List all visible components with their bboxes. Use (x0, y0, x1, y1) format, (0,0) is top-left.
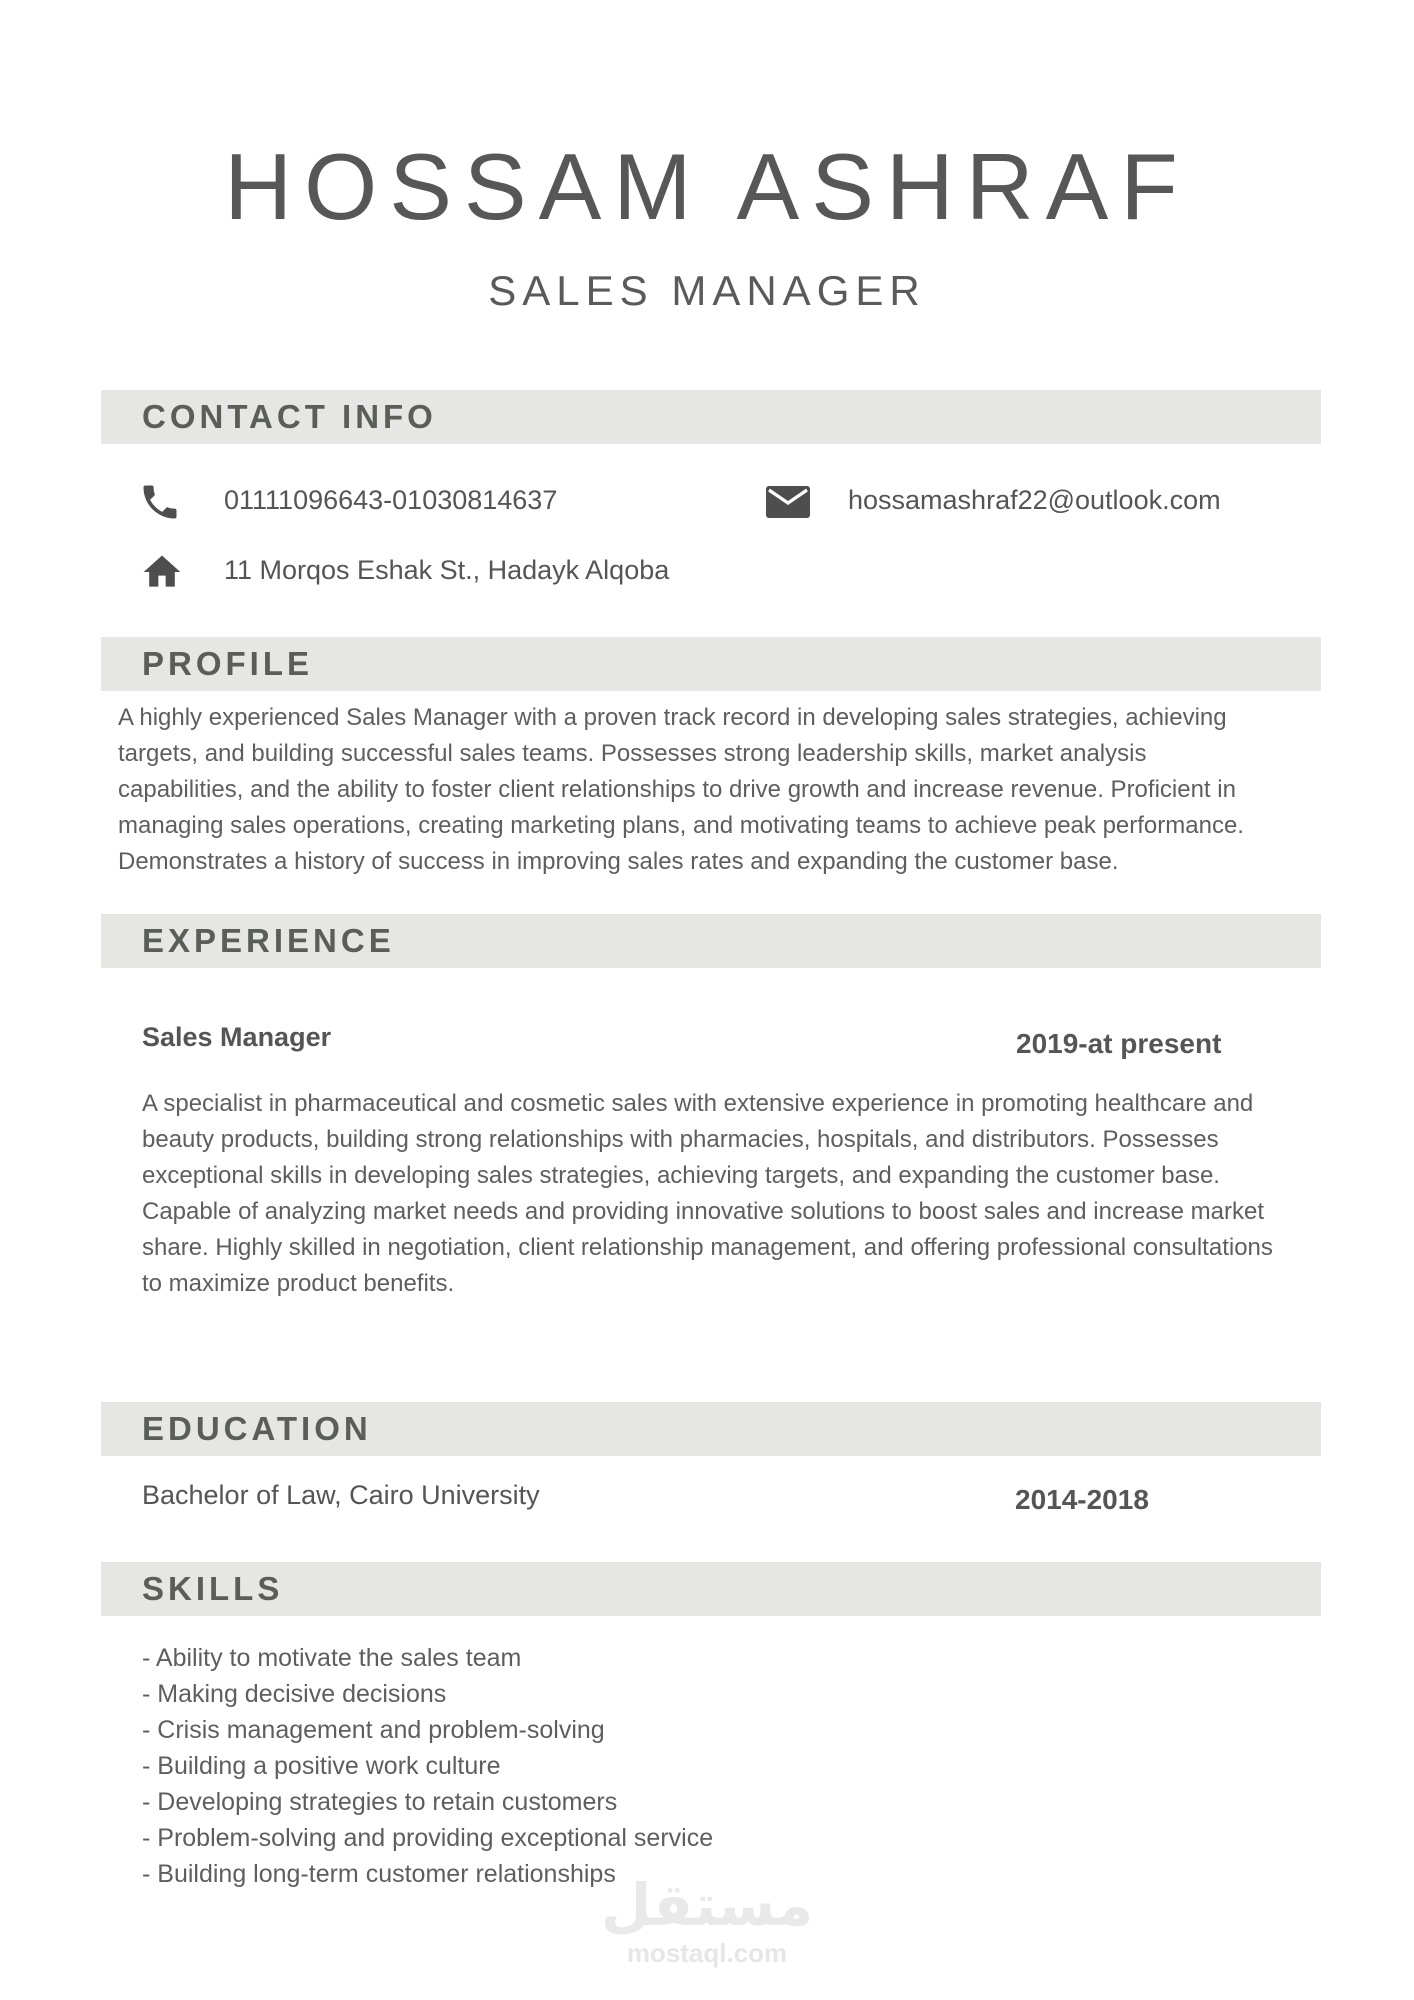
skill-item: - Building a positive work culture (142, 1752, 501, 1780)
skill-item: - Developing strategies to retain customers (142, 1788, 618, 1816)
skills-list (142, 1640, 713, 1892)
education-dates: 2014-2018 (1015, 1484, 1149, 1515)
education-section-heading: EDUCATION (142, 1410, 372, 1447)
job-role: Sales Manager (142, 1022, 332, 1052)
skill-item: - Crisis management and problem-solving (142, 1716, 605, 1744)
email-icon (764, 480, 812, 524)
home-icon (140, 550, 184, 594)
profile-text: A highly experienced Sales Manager with a proven track record in developing sales strategies, achieving targets, and building successful sales teams. Possesses strong leadership skills, market analysis capabilities, and the ability to foster client relationships to drive growth and increase revenue. Proficient in managing sales operations, creating marketing plans, and motivating teams to achieve peak performance. Demonstrates a history of success in improving sales rates and expanding the customer base. (118, 704, 1244, 875)
address: 11 Morqos Eshak St., Hadayk Alqoba (224, 555, 670, 585)
watermark-logo: مستقل (600, 1871, 814, 1939)
phone-icon (138, 480, 182, 524)
skill-item: - Building long-term customer relationships (142, 1860, 616, 1888)
email-address: hossamashraf22@outlook.com (848, 485, 1221, 515)
skill-item: - Ability to motivate the sales team (142, 1644, 522, 1672)
skills-section-heading: SKILLS (142, 1570, 284, 1607)
experience-section-heading: EXPERIENCE (142, 922, 395, 959)
profile-section-heading: PROFILE (142, 645, 314, 682)
job-description: A specialist in pharmaceutical and cosmetic sales with extensive experience in promoting healthcare and beauty products, building strong relationships with pharmacies, hospitals, and distributors. Possesses exceptional skills in developing sales strategies, achieving targets, and expanding the customer base. Capable of analyzing market needs and providing innovative solutions to boost sales and increase market share. Highly skilled in negotiation, client relationship management, and offering professional consultations to maximize product benefits. (142, 1090, 1273, 1297)
contact-section-heading: CONTACT INFO (142, 398, 437, 435)
skills-section-band (101, 1562, 1321, 1616)
job-dates: 2019-at present (1016, 1028, 1222, 1059)
phone-number: 01111096643-01030814637 (224, 485, 558, 515)
job-title-header: SALES MANAGER (488, 267, 926, 314)
education-degree: Bachelor of Law, Cairo University (142, 1480, 540, 1510)
skill-item: - Problem-solving and providing exceptional service (142, 1824, 714, 1852)
skill-item: - Making decisive decisions (142, 1680, 447, 1708)
candidate-name: HOSSAM ASHRAF (224, 134, 1190, 239)
watermark-url: mostaql.com (626, 1938, 788, 1968)
